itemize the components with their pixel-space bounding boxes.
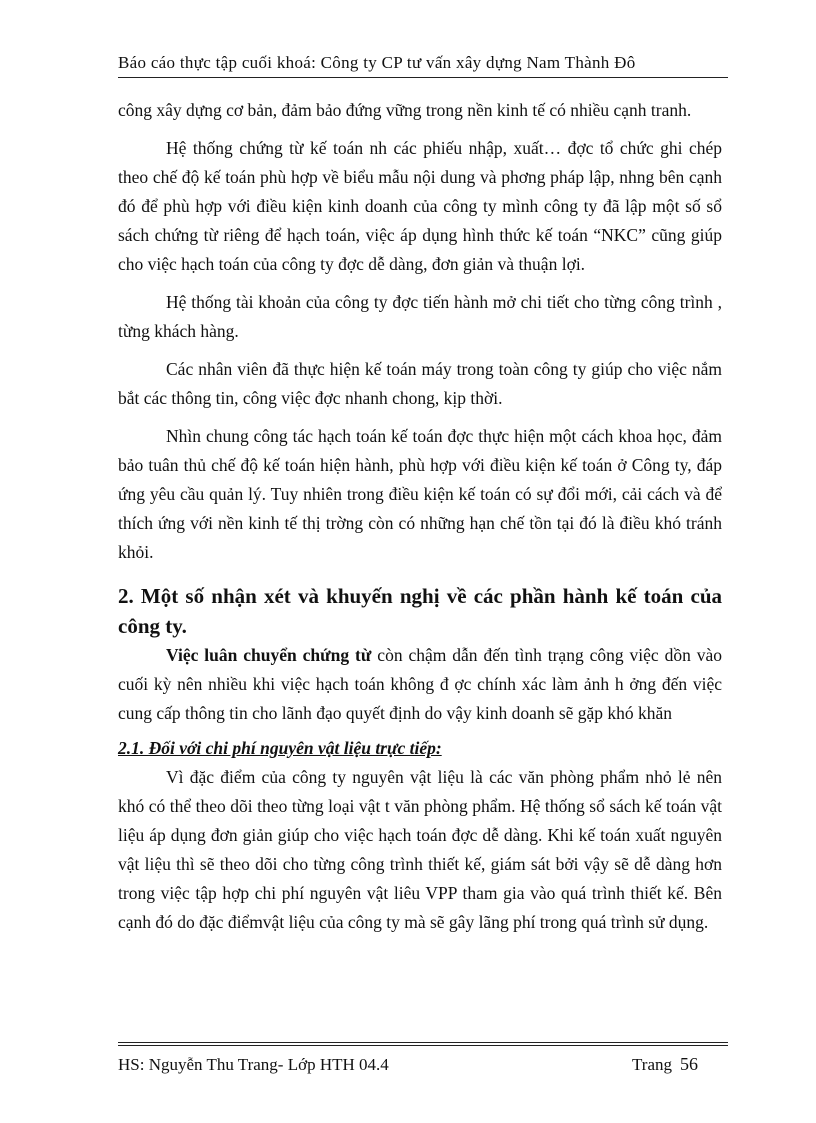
footer-divider-bottom xyxy=(118,1045,728,1046)
header-divider xyxy=(118,77,728,78)
paragraph-2: Hệ thống chứng từ kế toán nh các phiếu nhập, xuất… đợc tổ chức ghi chép theo chế độ kế toán phù hợp về biểu mẫu nội dung và phơng pháp lập, nhng bên cạnh đó để phù hợp với điều kiện kinh doanh của công ty mình công ty đã lập một số sổ sách chứng từ riêng để hạch toán, việc áp dụng hình thức kế toán “NKC” cũng giúp cho việc hạch toán của công ty đợc dễ dàng, đơn giản và thuận lợi. xyxy=(118,138,722,274)
paragraph-4: Các nhân viên đã thực hiện kế toán máy trong toàn công ty giúp cho việc nắm bắt các thông tin, công việc đợc nhanh chong, kịp thời. xyxy=(118,359,722,408)
footer-row xyxy=(118,1052,728,1077)
page-body xyxy=(118,96,722,937)
paragraph-7: Vì đặc điểm của công ty nguyên vật liệu là các văn phòng phẩm nhỏ lẻ nên khó có thể theo dõi theo từng loại vật t văn phòng phẩm. Hệ thống sổ sách kế toán vật liệu áp dụng đơn giản giúp cho việc hạch toán đợc dễ dàng. Khi kế toán xuất nguyên vật liệu thì sẽ theo dõi cho từng công trình thiết kế, giám sát bởi vậy sẽ dễ dàng hơn trong việc tập hợp chi phí nguyên vật liêu VPP tham gia vào quá trình thiết kế. Bên cạnh đó do đặc điểmvật liệu của công ty mà sẽ gây lãng phí trong quá trình sử dụng. xyxy=(118,767,722,932)
footer-page xyxy=(632,1052,698,1077)
subsection-2-1-heading: 2.1. Đối với chi phí nguyên vật liệu trực tiếp: xyxy=(118,738,442,758)
paragraph-1: công xây dựng cơ bản, đảm bảo đứng vững trong nền kinh tế có nhiều cạnh tranh. xyxy=(118,100,692,120)
footer-page-number: 56 xyxy=(680,1054,698,1074)
footer-page-label: Trang xyxy=(632,1055,672,1074)
footer-student: HS: Nguyễn Thu Trang- Lớp HTH 04.4 xyxy=(118,1055,389,1074)
page-header xyxy=(118,52,728,78)
paragraph-6 xyxy=(118,641,722,728)
paragraph-3: Hệ thống tài khoản của công ty đợc tiến hành mở chi tiết cho từng công trình , từng khách hàng. xyxy=(118,292,722,341)
paragraph-5: Nhìn chung công tác hạch toán kế toán đợc thực hiện một cách khoa học, đảm bảo tuân thủ chế độ kế toán hiện hành, phù hợp với điều kiện kế toán ở Công ty, đáp ứng yêu cầu quản lý. Tuy nhiên trong điều kiện kế toán có sự đổi mới, cải cách và để thích ứng với nền kinh tế thị trờng còn có những hạn chế tồn tại đó là điều khó tránh khỏi. xyxy=(118,426,722,562)
footer-divider-top xyxy=(118,1042,728,1043)
paragraph-6-lead: Việc luân chuyển chứng từ xyxy=(166,645,372,665)
header-title: Báo cáo thực tập cuối khoá: Công ty CP tư vấn xây dựng Nam Thành Đô xyxy=(118,53,636,72)
page-footer xyxy=(118,1042,728,1077)
paragraph-6-text: còn chậm dẫn đến tình trạng công việc dồn vào cuối kỳ nên nhiều khi việc hạch toán không đ ợc chính xác làm ảnh h ởng đến việc cung cấp thông tin cho lãnh đạo quyết định do vậy kinh doanh sẽ gặp khó khăn xyxy=(118,645,723,723)
section-2-heading: 2. Một số nhận xét và khuyến nghị về các phần hành kế toán của công ty. xyxy=(118,584,722,638)
